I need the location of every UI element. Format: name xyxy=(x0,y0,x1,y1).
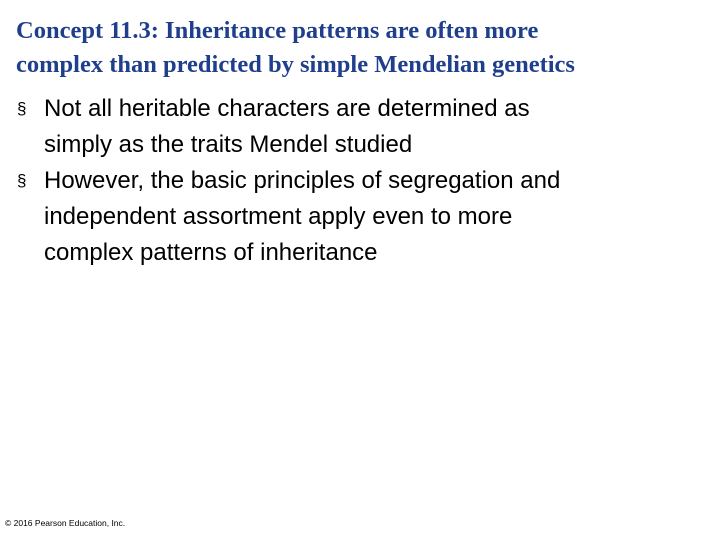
bullet-1-line-1: Not all heritable characters are determined as xyxy=(44,95,530,122)
bullet-1-line-2: simply as the traits Mendel studied xyxy=(44,131,413,158)
bullet-2-line-2: independent assortment apply even to more xyxy=(44,203,513,230)
slide-title-line-2: complex than predicted by simple Mendelian genetics xyxy=(16,51,575,78)
bullet-item-2 xyxy=(16,163,706,271)
slide-title-line-1: Concept 11.3: Inheritance patterns are often more xyxy=(16,17,539,44)
bullet-item-1 xyxy=(16,91,706,163)
bullet-2-line-1: However, the basic principles of segregation and xyxy=(44,167,561,194)
bullet-list xyxy=(16,91,706,271)
bullet-marker-icon: § xyxy=(17,171,27,190)
copyright-footer: © 2016 Pearson Education, Inc. xyxy=(5,518,126,528)
slide-title xyxy=(16,14,716,82)
bullet-marker-icon: § xyxy=(17,99,27,118)
bullet-2-line-3: complex patterns of inheritance xyxy=(44,239,378,266)
